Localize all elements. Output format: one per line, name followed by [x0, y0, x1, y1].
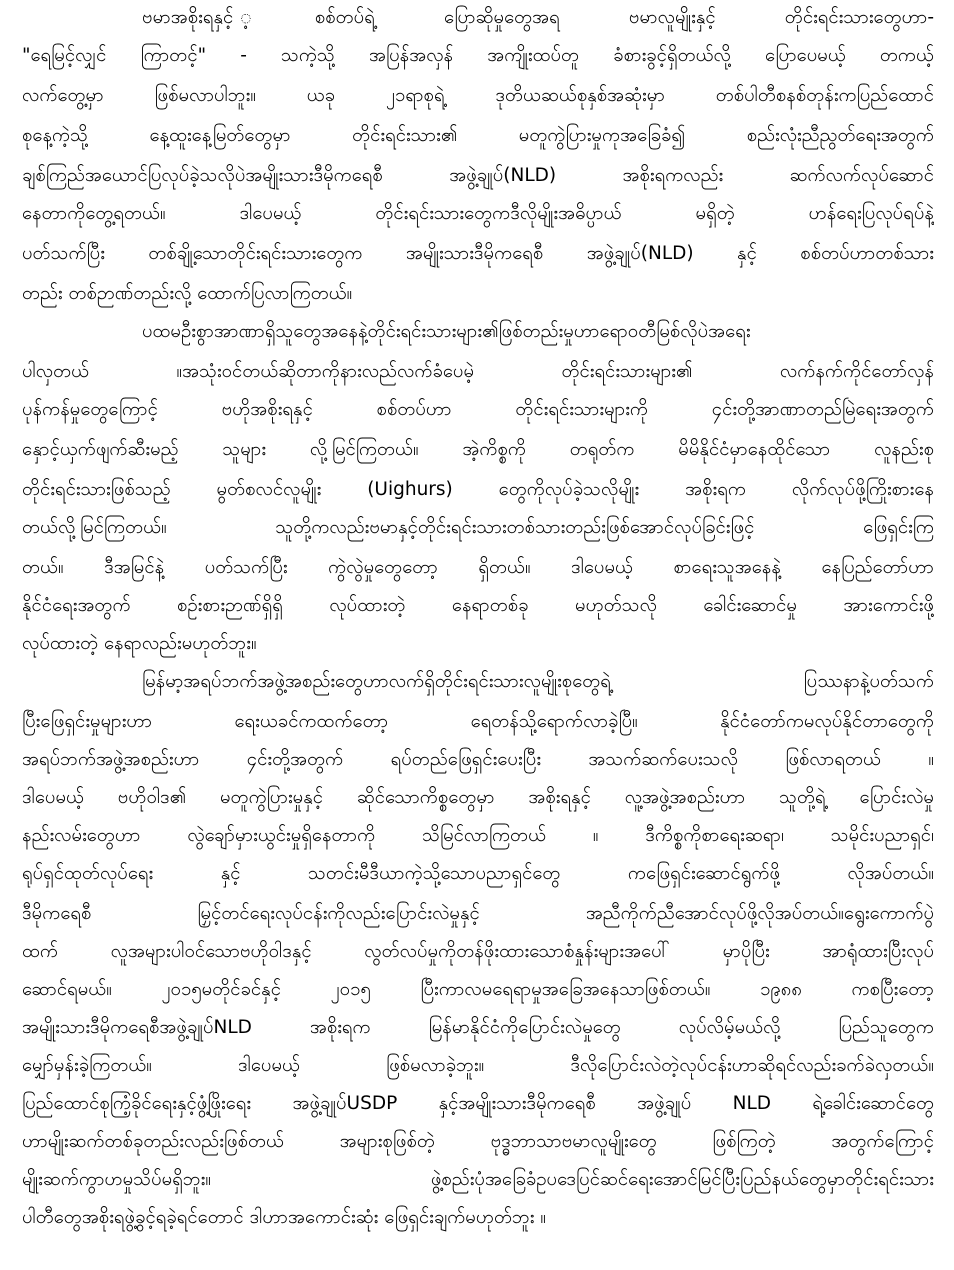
text-line: ပြီးဖြေရှင်းမှုများဟာ ရေးယခင်ကထက်တော့ ရေတန်သို့ရောက်လာခဲ့ပြီ။ နိုင်ငံတော်ကမလုပ်နိုင်တာတွေကို — [22, 711, 934, 732]
text-line: ပါလှတယ် ။အသုံးဝင်တယ်ဆိုတာကိုနားလည်လက်ခံပေမဲ့ တိုင်းရင်းသားများ၏ လက်နက်ကိုင်တော်လှန် — [22, 361, 934, 382]
text-line: ပထမဦးစွာအာဏာရှိသူတွေအနေနဲ့တိုင်းရင်းသားများ၏ဖြစ်တည်းမှုဟာရောဝတီမြစ်လိုပဲအရေး — [142, 321, 751, 342]
text-line: တိုင်းရင်းသားဖြစ်သည့် မွတ်စလင်လူမျိုး (Uighurs) တွေကိုလုပ်ခဲ့သလိုမျိုး အစိုးရက လိုက်လုပ်ဖို့ကြိုးစားနေ — [22, 479, 934, 500]
text-line: ပါတီတွေအစိုးရဖွဲ့ခွင့်ရခဲ့ရင်တောင် ဒါဟာအကောင်းဆုံး ဖြေရှင်းချက်မဟုတ်ဘူး ။ — [22, 1207, 546, 1228]
text-line: ထက် လူအများပါဝင်သောဗဟိုဝါဒနှင့် လွတ်လပ်မှုကိုတန်ဖိုးထားသောစံနှုန်းများအပေါ် မှာပိုပြီး အာရုံထားပြီးလုပ် — [22, 941, 934, 962]
text-line: တယ်။ ဒီအမြင်နဲ့ ပတ်သက်ပြီး ကွဲလွဲမှုတွေတော့ ရှိတယ်။ ဒါပေမယ့် စာရေးသူအနေနဲ့ နေပြည်တော်ဟာ — [22, 557, 934, 578]
text-line: ဒီမိုကရေစီ မြှင့်တင်ရေးလုပ်ငန်းကိုလည်းပြောင်းလဲမှုနှင့် အညီကိုက်ညီအောင်လုပ်ဖို့လိုအပ်တယ်။ရွေးကောက်ပွဲ — [22, 903, 934, 924]
text-line: တယ်လို့မြင်ကြတယ်။ သူတို့ကလည်းဗမာနှင့်တိုင်းရင်းသားတစ်သားတည်းဖြစ်အောင်လုပ်ခြင်းဖြင့် ဖြေရှင်းကြ — [22, 517, 934, 538]
text-line: ပတ်သက်ပြီး တစ်ချို့သောတိုင်းရင်းသားတွေက အမျိုးသားဒီမိုကရေစီ အဖွဲ့ချုပ်(NLD) နှင့် စစ်တပ်ဟာတစ်သား — [22, 243, 934, 264]
text-line: မျိုးဆက်ကွာဟမှုသိပ်မရှိဘူး။ ဖွဲ့စည်းပုံအခြေခံဥပဒေပြင်ဆင်ရေးအောင်မြင်ပြီးပြည်နယ်တွေမှာတိုင်းရင်းသား — [22, 1169, 934, 1190]
text-line: ပြည်ထောင်စုကြံ့ခိုင်ရေးနှင့်ဖွံ့ဖြိုးရေး အဖွဲ့ချုပ်USDP နှင့်အမျိုးသားဒီမိုကရေစီ အဖွဲ့ချုပ် NLD ရဲ့ခေါင်းဆောင်တွေ — [22, 1093, 934, 1114]
text-line: ဆောင်ရမယ်။ ၂၀၁၅မတိုင်ခင်နှင့် ၂၀၁၅ ပြီးကာလမရေရာမှုအခြေအနေသာဖြစ်တယ်။ ၁၉၈၈ ကစပြီးတော့ — [22, 979, 934, 1000]
text-line: တည်း တစ်ဉာဏ်တည်းလို့ ထောက်ပြလာကြတယ်။ — [22, 283, 353, 304]
text-line: ပုန်ကန်မှုတွေကြောင့် ဗဟိုအစိုးရနှင့် စစ်တပ်ဟာ တိုင်းရင်းသားများကို ၄င်းတို့အာဏာတည်မြဲရေးအတွက် — [22, 399, 934, 420]
text-line: မျှော်မှန်းခဲ့ကြတယ်။ ဒါပေမယ့် ဖြစ်မလာခဲ့ဘူး။ ဒီလိုပြောင်းလဲတဲ့လုပ်ငန်းဟာဆိုရင်လည်းခက်ခဲလှတယ်။ — [22, 1055, 934, 1076]
text-line: အမျိုးသားဒီမိုကရေစီအဖွဲ့ချုပ်NLD အစိုးရက မြန်မာနိုင်ငံကိုပြောင်းလဲမှုတွေ လုပ်လိမ့်မယ်လို့ ပြည်သူတွေက — [22, 1017, 934, 1038]
text-line: ချစ်ကြည်အယောင်ပြလုပ်ခဲ့သလိုပဲအမျိုးသားဒီမိုကရေစီ အဖွဲ့ချုပ်(NLD) အစိုးရကလည်း ဆက်လက်လုပ်ဆောင် — [22, 165, 934, 186]
text-line: နည်းလမ်းတွေဟာ လွဲချော်မှားယွင်းမှုရှိနေတာကို သိမြင်လာကြတယ် ။ ဒီကိစ္စကိုစာရေးဆရာ၊ သမိုင်းပညာရှင်၊ — [22, 825, 934, 846]
document-page — [22, 0, 934, 1270]
text-line: ရုပ်ရှင်ထုတ်လုပ်ရေး နှင့် သတင်းမီဒီယာကဲ့သို့သောပညာရှင်တွေ ကဖြေရှင်းဆောင်ရွက်ဖို့ လိုအပ်တယ်။ — [22, 863, 934, 884]
text-line: အရပ်ဘက်အဖွဲ့အစည်းဟာ ၄င်းတို့အတွက် ရပ်တည်ဖြေရှင်းပေးပြီး အသက်ဆက်ပေးသလို ဖြစ်လာရတယ် ။ — [22, 749, 934, 770]
text-line: လက်တွေ့မှာ ဖြစ်မလာပါဘူး။ ယခု ၂၁ရာစုရဲ့ ဒုတိယဆယ်စုနှစ်အဆုံးမှာ တစ်ပါတီစနစ်တုန်းကပြည်ထောင် — [22, 85, 934, 106]
text-line: "ရေမြင့်လျှင် ကြာတင့်" - သကဲ့သို့ အပြန်အလှန် အကျိုးထပ်တူ ခံစားခွင့်ရှိတယ်လို့ ပြောပေမယ့် တကယ့် — [22, 45, 934, 66]
text-line: ဒါပေမယ့် ဗဟိုဝါဒ၏ မတူကွဲပြားမှုနှင့် ဆိုင်သောကိစ္စတွေမှာ အစိုးရနှင့် လူ့အဖွဲ့အစည်းဟာ သူတို့ရဲ့ ပြောင်းလဲမှု — [22, 787, 934, 808]
text-line: နိုင်ငံရေးအတွက် စဉ်းစားဉာဏ်ရှိရှိ လုပ်ထားတဲ့ နေရာတစ်ခု မဟုတ်သလို ခေါင်းဆောင်မှု အားကောင်းဖို့ — [22, 595, 934, 616]
text-line: မြန်မာ့အရပ်ဘက်အဖွဲ့အစည်းတွေဟာလက်ရှိတိုင်းရင်းသားလူမျိုးစုတွေရဲ့ ပြဿနာနဲ့ပတ်သက် — [142, 671, 934, 692]
text-line: ဗမာအစိုးရနှင့် ့စစ်တပ်ရဲ့ ပြောဆိုမှုတွေအရ ဗမာလူမျိုးနှင့် တိုင်းရင်းသားတွေဟာ- — [142, 7, 934, 28]
text-line: လုပ်ထားတဲ့ နေရာလည်းမဟုတ်ဘူး။ — [22, 633, 257, 654]
text-line: စုနေ့ကဲ့သို့ နေ့ထူးနေ့မြတ်တွေမှာ တိုင်းရင်းသား၏ မတူကွဲပြားမှုကုအခြေခံ၍ စည်းလုံးညီညွတ်ရေးအတွက် — [22, 125, 934, 146]
text-line: ဟာမျိုးဆက်တစ်ခုတည်းလည်းဖြစ်တယ် အများစုဖြစ်တဲ့ ဗုဒ္ဓဘာသာဗမာလူမျိုးတွေ ဖြစ်ကြတဲ့ အတွက်ကြောင့် — [22, 1131, 934, 1152]
text-line: နှောင့်ယှက်ဖျက်ဆီးမည့် သူများ လို့မြင်ကြတယ်။ အဲ့ကိစ္စကို တရုတ်က မိမိနိုင်ငံမှာနေထိုင်သော လူနည်းစု — [22, 439, 934, 460]
text-line: နေတာကိုတွေ့ရတယ်။ ဒါပေမယ့် တိုင်းရင်းသားတွေကဒီလိုမျိုးအဓိပ္ပာယ် မရှိတဲ့ ဟန်ရေးပြလုပ်ရပ်နဲ့ — [22, 203, 934, 224]
